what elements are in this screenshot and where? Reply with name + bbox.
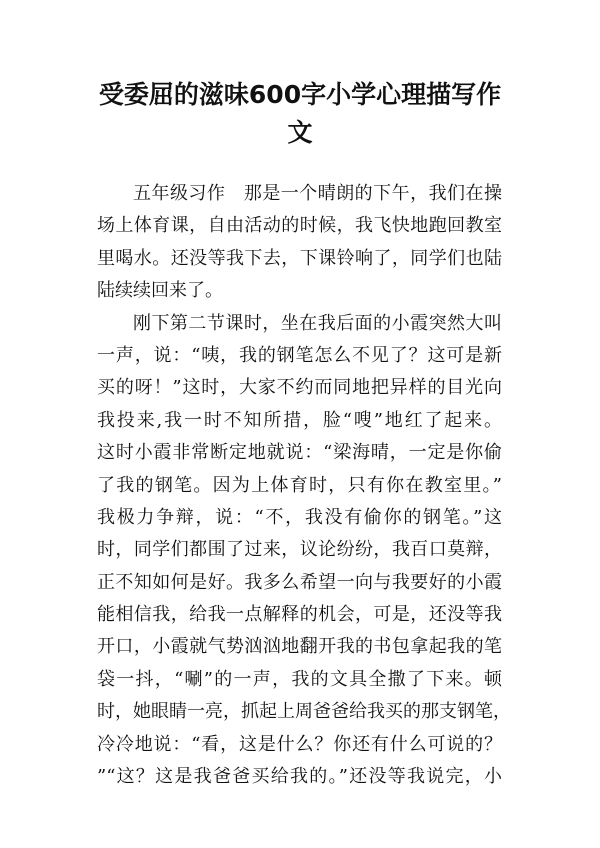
paragraph-2-line: 袋一抖，“唰”的一声，我的文具全撒了下来。顿 bbox=[97, 668, 502, 690]
paragraph-2-line: 能相信我，给我一点解释的机会，可是，还没等我 bbox=[97, 604, 502, 626]
paragraph-1-line: 陆续续回来了。 bbox=[97, 280, 223, 302]
paragraph-2-line: 我投来,我一时不知所措，脸“嗖”地红了起来。 bbox=[97, 409, 502, 431]
paragraph-2-line: 刚下第二节课时，坐在我后面的小霞突然大叫 bbox=[133, 312, 502, 334]
paragraph-2-line: 了我的钢笔。因为上体育时，只有你在教室里。” bbox=[97, 474, 502, 496]
paragraph-1-line: 五年级习作 那是一个晴朗的下午，我们在操 bbox=[133, 183, 502, 204]
paragraph-2-line: 一声，说：“咦，我的钢笔怎么不见了？这可是新 bbox=[97, 344, 502, 366]
paragraph-2-line: 正不知如何是好。我多么希望一向与我要好的小霞 bbox=[97, 571, 502, 593]
paragraph-2-line: 这时小霞非常断定地就说：“梁海晴，一定是你偷 bbox=[97, 442, 502, 464]
paragraph-2-line: 冷冷地说：“看，这是什么？你还有什么可说的？ bbox=[97, 733, 502, 755]
document-title bbox=[0, 76, 600, 152]
paragraph-1-line: 里喝水。还没等我下去，下课铃响了，同学们也陆 bbox=[97, 247, 502, 269]
paragraph-2-line: 时，她眼睛一亮，抓起上周爸爸给我买的那支钢笔， bbox=[97, 701, 511, 723]
paragraph-2-line: 开口，小霞就气势汹汹地翻开我的书包拿起我的笔 bbox=[97, 636, 502, 658]
paragraph-2-line: 时，同学们都围了过来，议论纷纷，我百口莫辩， bbox=[97, 539, 502, 561]
paragraph-1-line: 场上体育课，自由活动的时候，我飞快地跑回教室 bbox=[97, 215, 502, 237]
paragraph-2-line: ”“这？这是我爸爸买给我的。”还没等我说完，小 bbox=[97, 766, 502, 788]
title-line-1: 受委屈的滋味600字小学心理描写作 bbox=[98, 80, 502, 109]
paragraph-2-line: 我极力争辩，说：“不，我没有偷你的钢笔。”这 bbox=[97, 506, 502, 528]
title-line-2: 文 bbox=[287, 118, 313, 147]
document-body bbox=[97, 178, 511, 793]
paragraph-2-line: 买的呀！”这时，大家不约而同地把异样的目光向 bbox=[97, 377, 502, 399]
